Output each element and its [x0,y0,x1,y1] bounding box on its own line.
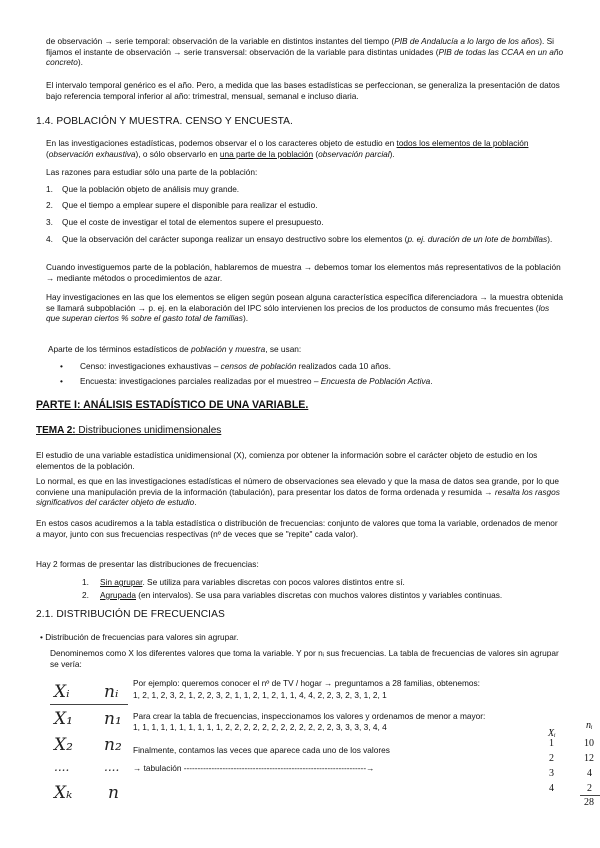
example-line-2: Para crear la tabla de frecuencias, inspeccionamos los valores y ordenamos de menor a mayor: [133,711,486,721]
text: Encuesta: investigaciones parciales realizadas por el muestreo – [80,376,321,386]
tema2-paragraph-3: En estos casos acudiremos a la tabla estadística o distribución de frecuencias: conjunto de valores que toma la variable, ordenados de menor a mayor, junto con sus frecuencias respectivas (nº de veces que se "repite" cada valor). [36,518,558,539]
text: ), o sólo observarlo en [135,148,220,159]
underlined-text: Agrupada [100,590,136,600]
underlined-text: Sin agrupar [100,577,143,587]
text: . [430,376,433,386]
italic-text: p. ej. duración de un lote de bombillas [407,234,548,244]
freq-cell: 1 [549,738,554,749]
tema-heading [36,426,221,437]
tema-title: Distribuciones unidimensionales [75,425,222,436]
freq-cell: 2 [549,753,554,764]
freq-cell: 2 [587,783,592,794]
text: ). [77,57,83,68]
sec21-paragraph-1: Denominemos como X los diferentes valores que toma la variable. Y por nᵢ sus frecuencias. La tabla de frecuencias de valores sin agrupar se vería: [50,648,559,669]
section-heading-2-1: 2.1. DISTRIBUCIÓN DE FRECUENCIAS [36,609,225,620]
text: (en intervalos). Se usa para variables discretas con muchos valores distintos y variables continuas. [135,590,503,600]
bullet-dot: • [60,376,63,386]
sec21-bullet [40,632,238,643]
italic-text: observación parcial [318,148,390,159]
form-item-agrupada [100,590,502,601]
form-item-sin-agrupar [100,577,405,588]
italic-text: los que superan ciertos % sobre el gasto total de familias [46,302,550,324]
freq-cell: 4 [549,783,554,794]
freq-head-ni: nᵢ [586,720,593,731]
tema-label: TEMA 2: [36,425,76,436]
sec14-paragraph-3 [46,292,564,324]
text: realizados cada 10 años. [296,361,391,371]
text: y [226,344,236,354]
table-cell: .... [104,760,120,774]
reason-number: 3. [46,217,53,227]
italic-text: observación exhaustiva [48,148,136,159]
table-head-rule [50,704,128,705]
example-line-1: Por ejemplo: queremos conocer el nº de TV / hogar → preguntamos a 28 familias, obtenemos: [133,678,480,688]
tema2-paragraph-1: El estudio de una variable estadística unidimensional (X), comienza por obtener la información sobre el carácter objeto de estudio en los elementos de la población. [36,450,538,471]
freq-cell: 3 [549,768,554,779]
text: . [194,497,197,508]
text: . Se utiliza para variables discretas con pocos valores distintos entre sí. [142,577,405,587]
intro-paragraph-1 [46,36,564,68]
form-number: 2. [82,590,89,600]
reason-number: 2. [46,200,53,210]
sec14-paragraph-2: Cuando investiguemos parte de la población, hablaremos de muestra → debemos tomar los elementos más representativos de la población → mediante métodos o procedimientos de azar. [46,262,561,283]
italic-text: PIB de Andalucía a lo largo de los años [394,36,540,46]
italic-text: censos de población [220,361,297,371]
freq-head-xi: Xᵢ [548,728,556,739]
sorted-data: 1, 1, 1, 1, 1, 1, 1, 1, 1, 1, 2, 2, 2, 2, 2, 2, 2, 2, 2, 2, 2, 2, 3, 3, 3, 3, 4, 4 [133,722,387,732]
freq-total: 28 [584,797,594,808]
table-cell: Xₖ [54,783,73,803]
table-cell: X₁ [54,709,73,729]
table-cell: X₂ [54,735,73,755]
text: ). Si fijamos el instante de observación → serie transversal: observación de la variable para distintas unidades ( [46,36,554,57]
text: de observación → serie temporal: observación de la variable en distintos instantes del tiempo ( [46,36,395,46]
text: ). [389,148,395,159]
bullet-item-censo [80,361,391,372]
reasons-intro: Las razones para estudiar sólo una parte de la población: [46,167,258,177]
text: Que la observación del carácter suponga realizar un ensayo destructivo sobre los elementos ( [62,234,408,244]
bullet-item-encuesta [80,376,433,387]
italic-text: Encuesta de Población Activa [320,376,431,386]
text: Distribución de frecuencias para valores sin agrupar. [45,632,239,642]
reason-number: 4. [46,234,53,244]
text: ). [242,313,249,324]
freq-cell: 4 [587,768,592,779]
table-head-xi: Xᵢ [54,682,70,702]
text: ( [46,148,49,159]
italic-text: resalta los rasgos significativos del carácter objeto de estudio [36,486,560,508]
freq-cell: 12 [584,753,594,764]
freq-cell: 10 [584,738,594,749]
reason-text: Que la población objeto de análisis muy grande. [62,184,240,194]
terms-intro [48,344,301,355]
example-line-3: Finalmente, contamos las veces que aparece cada uno de los valores [133,745,390,755]
text: ( [313,148,319,159]
text: Lo normal, es que en las investigaciones estadísticas el número de observaciones sea elevado y que la masa de datos sea grande, por lo que conviene una manipulación previa de la información (tabulación), para presentar los datos de forma ordenada y resumida → [36,476,560,497]
reason-text: Que el coste de investigar el total de elementos supere el presupuesto. [62,217,324,227]
underlined-text: una parte de la población [219,148,314,159]
reason-text: Que el tiempo a emplear supere el disponible para realizar el estudio. [62,200,318,210]
tema2-paragraph-2 [36,476,564,508]
italic-text: muestra [235,344,266,354]
text: , se usan: [265,344,302,354]
bullet-dot: • [60,361,63,371]
reason-text [62,234,562,245]
table-cell: .... [54,760,70,774]
text: ). [547,234,553,244]
italic-text: población [190,344,227,354]
text: En las investigaciones estadísticas, podemos observar el o los caracteres objeto de estudio en [46,138,397,148]
freq-total-rule [580,795,600,796]
bullet-dot: • [40,632,46,642]
italic-text: PIB de todas las CCAA en un año concreto [46,46,564,68]
underlined-text: todos los elementos de la población [396,138,529,148]
table-cell: n₁ [104,709,122,729]
table-cell: n₂ [104,735,122,755]
tema2-paragraph-4: Hay 2 formas de presentar las distribuciones de frecuencias: [36,559,259,569]
text: Censo: investigaciones exhaustivas – [80,361,221,371]
intro-paragraph-2: El intervalo temporal genérico es el año. Pero, a medida que las bases estadísticas se perfeccionan, se generaliza la presentación de datos bajo referencia temporal inferior al año: trimestral, mensual, semanal e incluso diaria. [46,80,560,101]
sec14-paragraph-1 [46,138,564,159]
text: Hay investigaciones en las que los elementos se eligen según posean alguna característica específica diferenciadora → la muestra obtenida se llamará subpoblación → p. ej. en la elaboración del IPC sólo intervienen los precios de los productos de consumo más frecuentes ( [46,292,564,313]
form-number: 1. [82,577,89,587]
section-heading-1-4: 1.4. POBLACIÓN Y MUESTRA. CENSO Y ENCUESTA. [36,116,293,127]
example-data: 1, 2, 1, 2, 3, 2, 1, 2, 2, 3, 2, 1, 1, 2, 1, 2, 1, 1, 4, 4, 2, 2, 3, 2, 3, 1, 2, 1 [133,690,387,700]
table-head-ni: nᵢ [104,682,119,702]
part-heading: PARTE I: ANÁLISIS ESTADÍSTICO DE UNA VARIABLE. [36,399,309,411]
example-line-4: → tabulación ------------------------------------------------------------------→ [133,763,375,773]
text: Aparte de los términos estadísticos de [48,344,191,354]
table-cell: n [108,783,119,803]
reason-number: 1. [46,184,53,194]
